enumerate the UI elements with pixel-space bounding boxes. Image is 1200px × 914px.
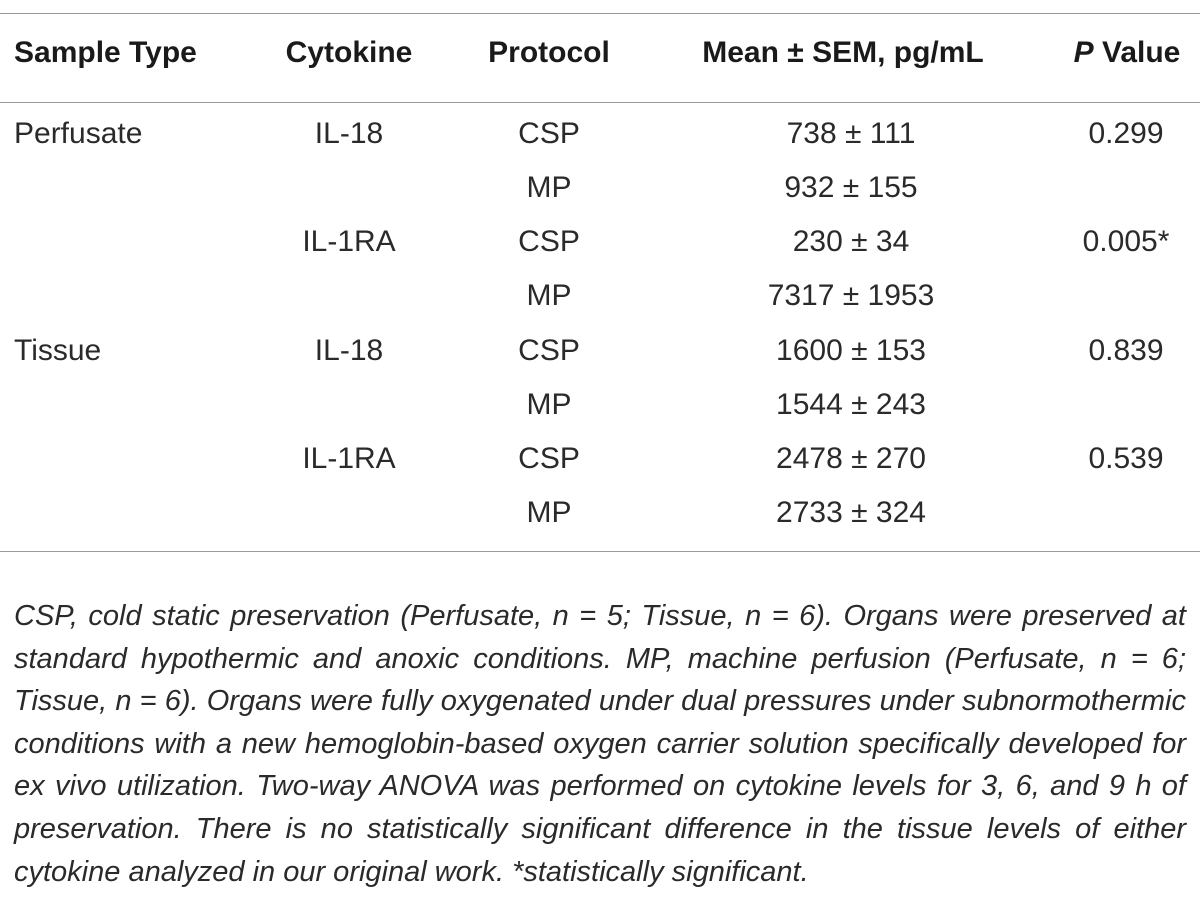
cell-sample-type: Perfusate [14, 117, 143, 150]
cell-sample-type: Tissue [14, 334, 102, 367]
header-mean-sem: Mean ± SEM, pg/mL [702, 36, 984, 69]
cell-protocol: MP [526, 171, 572, 204]
cell-protocol: CSP [518, 442, 580, 475]
header-cytokine: Cytokine [285, 36, 413, 69]
cell-protocol: CSP [518, 334, 580, 367]
table-top-rule [0, 13, 1200, 14]
header-p-value [1074, 38, 1181, 68]
cell-protocol: CSP [518, 225, 580, 258]
header-sample-type: Sample Type [14, 36, 197, 69]
cell-cytokine: IL-18 [314, 334, 384, 367]
cell-mean-sem: 230 ± 34 [792, 225, 910, 258]
table-bottom-rule [0, 551, 1200, 552]
cell-mean-sem: 1544 ± 243 [776, 388, 926, 421]
cell-cytokine: IL-1RA [302, 442, 396, 475]
cell-cytokine: IL-1RA [302, 225, 396, 258]
cell-mean-sem: 7317 ± 1953 [767, 279, 935, 312]
cell-p-value: 0.299 [1088, 117, 1164, 150]
cell-protocol: MP [526, 496, 572, 529]
cell-mean-sem: 2733 ± 324 [776, 496, 926, 529]
cell-cytokine: IL-18 [314, 117, 384, 150]
cell-mean-sem: 738 ± 111 [786, 117, 916, 150]
header-p-rest: Value [1093, 36, 1181, 69]
header-protocol: Protocol [488, 36, 610, 69]
cell-protocol: MP [526, 388, 572, 421]
cell-p-value: 0.005* [1082, 225, 1170, 258]
table-footnote: CSP, cold static preservation (Perfusate, n = 5; Tissue, n = 6). Organs were preserved at standard hypothermic and anoxic conditions. MP, machine perfusion (Perfusate, n = 6; Tissue, n = 6). Organs were fully oxygenated under dual pressures under subnormothermic conditions with a new hemoglobin-based oxygen carrier solution specifically developed for ex vivo utilization. Two-way ANOVA was performed on cytokine levels for 3, 6, and 9 h of preservation. There is no statistically significant difference in the tissue levels of either cytokine analyzed in our original work. *statistically significant. [14, 600, 1186, 888]
cell-p-value: 0.839 [1088, 334, 1164, 367]
cell-p-value: 0.539 [1088, 442, 1164, 475]
header-p-italic: P [1073, 36, 1094, 69]
cell-protocol: MP [526, 279, 572, 312]
cell-mean-sem: 2478 ± 270 [776, 442, 926, 475]
cell-mean-sem: 1600 ± 153 [776, 334, 926, 367]
cell-mean-sem: 932 ± 155 [784, 171, 918, 204]
table-header-rule [0, 102, 1200, 103]
cell-protocol: CSP [518, 117, 580, 150]
